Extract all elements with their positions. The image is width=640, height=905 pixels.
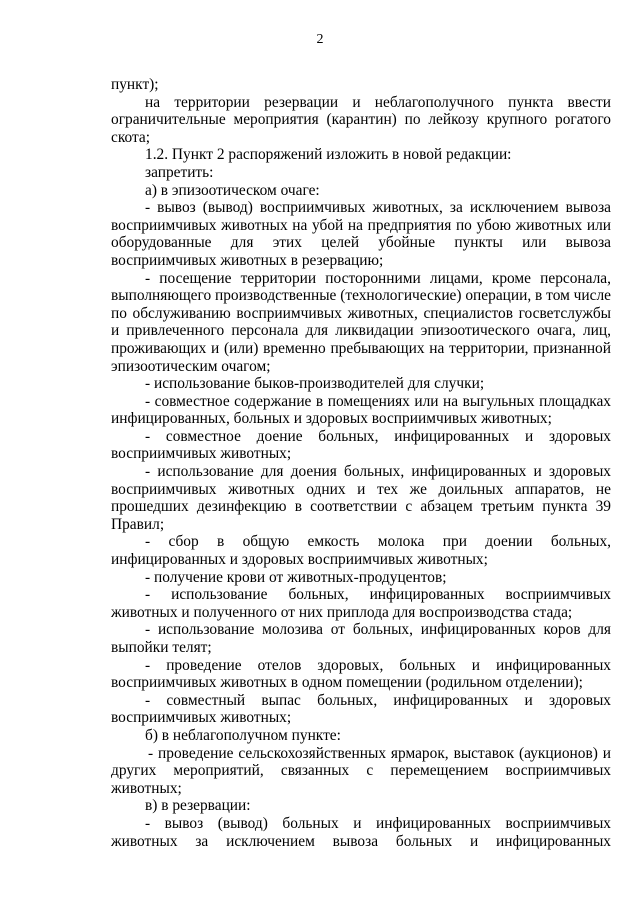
paragraph: б) в неблагополучном пункте: bbox=[145, 726, 341, 744]
paragraph: - использование больных, инфицированных восприимчивых животных и полученного от них приплода для воспроизводства стада; bbox=[111, 586, 611, 621]
paragraph: пункт); bbox=[111, 76, 159, 93]
paragraph: - совместный выпас больных, инфицированных и здоровых восприимчивых животных; bbox=[111, 691, 611, 727]
paragraph: - получение крови от животных-продуцентов; bbox=[145, 568, 447, 586]
paragraph: в) в резервации: bbox=[145, 797, 251, 815]
document-body bbox=[111, 76, 611, 850]
paragraph: - использование для доения больных, инфицированных и здоровых восприимчивых животных одних и тех же доильных аппаратов, не прошедших дезинфекцию в соответствии с абзацем третьим пункта 39 Правил; bbox=[111, 463, 611, 533]
paragraph: - сбор в общую емкость молока при доении больных, инфицированных и здоровых восприимчивых животных; bbox=[111, 533, 611, 569]
paragraph: - использование быков-производителей для случки; bbox=[145, 375, 485, 393]
paragraph: - вывоз (вывод) больных и инфицированных восприимчивых животных за исключением вывоза больных и инфицированных bbox=[111, 814, 611, 850]
paragraph: запретить: bbox=[145, 163, 214, 181]
paragraph: - использование молозива от больных, инфицированных коров для выпойки телят; bbox=[111, 621, 611, 656]
paragraph: на территории резервации и неблагополучного пункта ввести ограничительные мероприятия (карантин) по лейкозу крупного рогатого скота; bbox=[111, 93, 611, 146]
paragraph: - проведение отелов здоровых, больных и инфицированных восприимчивых животных в одном помещении (родильном отделении); bbox=[111, 656, 611, 692]
paragraph: - совместное содержание в помещениях или на выгульных площадках инфицированных, больных и здоровых восприимчивых животных; bbox=[111, 392, 611, 428]
paragraph: - посещение территории посторонними лицами, кроме персонала, выполняющего производственные (технологические) операции, в том числе по обслуживанию восприимчивых животных, специалистов госветслужбы и привлеченного персонала для ликвидации эпизоотического очага, лиц, проживающих и (или) временно пребывающих на территории, признанной эпизоотическим очагом; bbox=[111, 269, 611, 375]
paragraph: - совместное доение больных, инфицированных и здоровых восприимчивых животных; bbox=[111, 427, 611, 463]
paragraph: - проведение сельскохозяйственных ярмарок, выставок (аукционов) и других мероприятий, связанных с перемещением восприимчивых животных; bbox=[111, 744, 611, 797]
page-number: 2 bbox=[316, 32, 324, 47]
paragraph: а) в эпизоотическом очаге: bbox=[145, 181, 320, 199]
paragraph: - вывоз (вывод) восприимчивых животных, за исключением вывоза восприимчивых животных на убой на предприятия по убою животных или оборудованные для этих целей убойные пункты или вывоза восприимчивых животных в резервацию; bbox=[111, 199, 611, 269]
paragraph: 1.2. Пункт 2 распоряжений изложить в новой редакции: bbox=[145, 146, 512, 164]
